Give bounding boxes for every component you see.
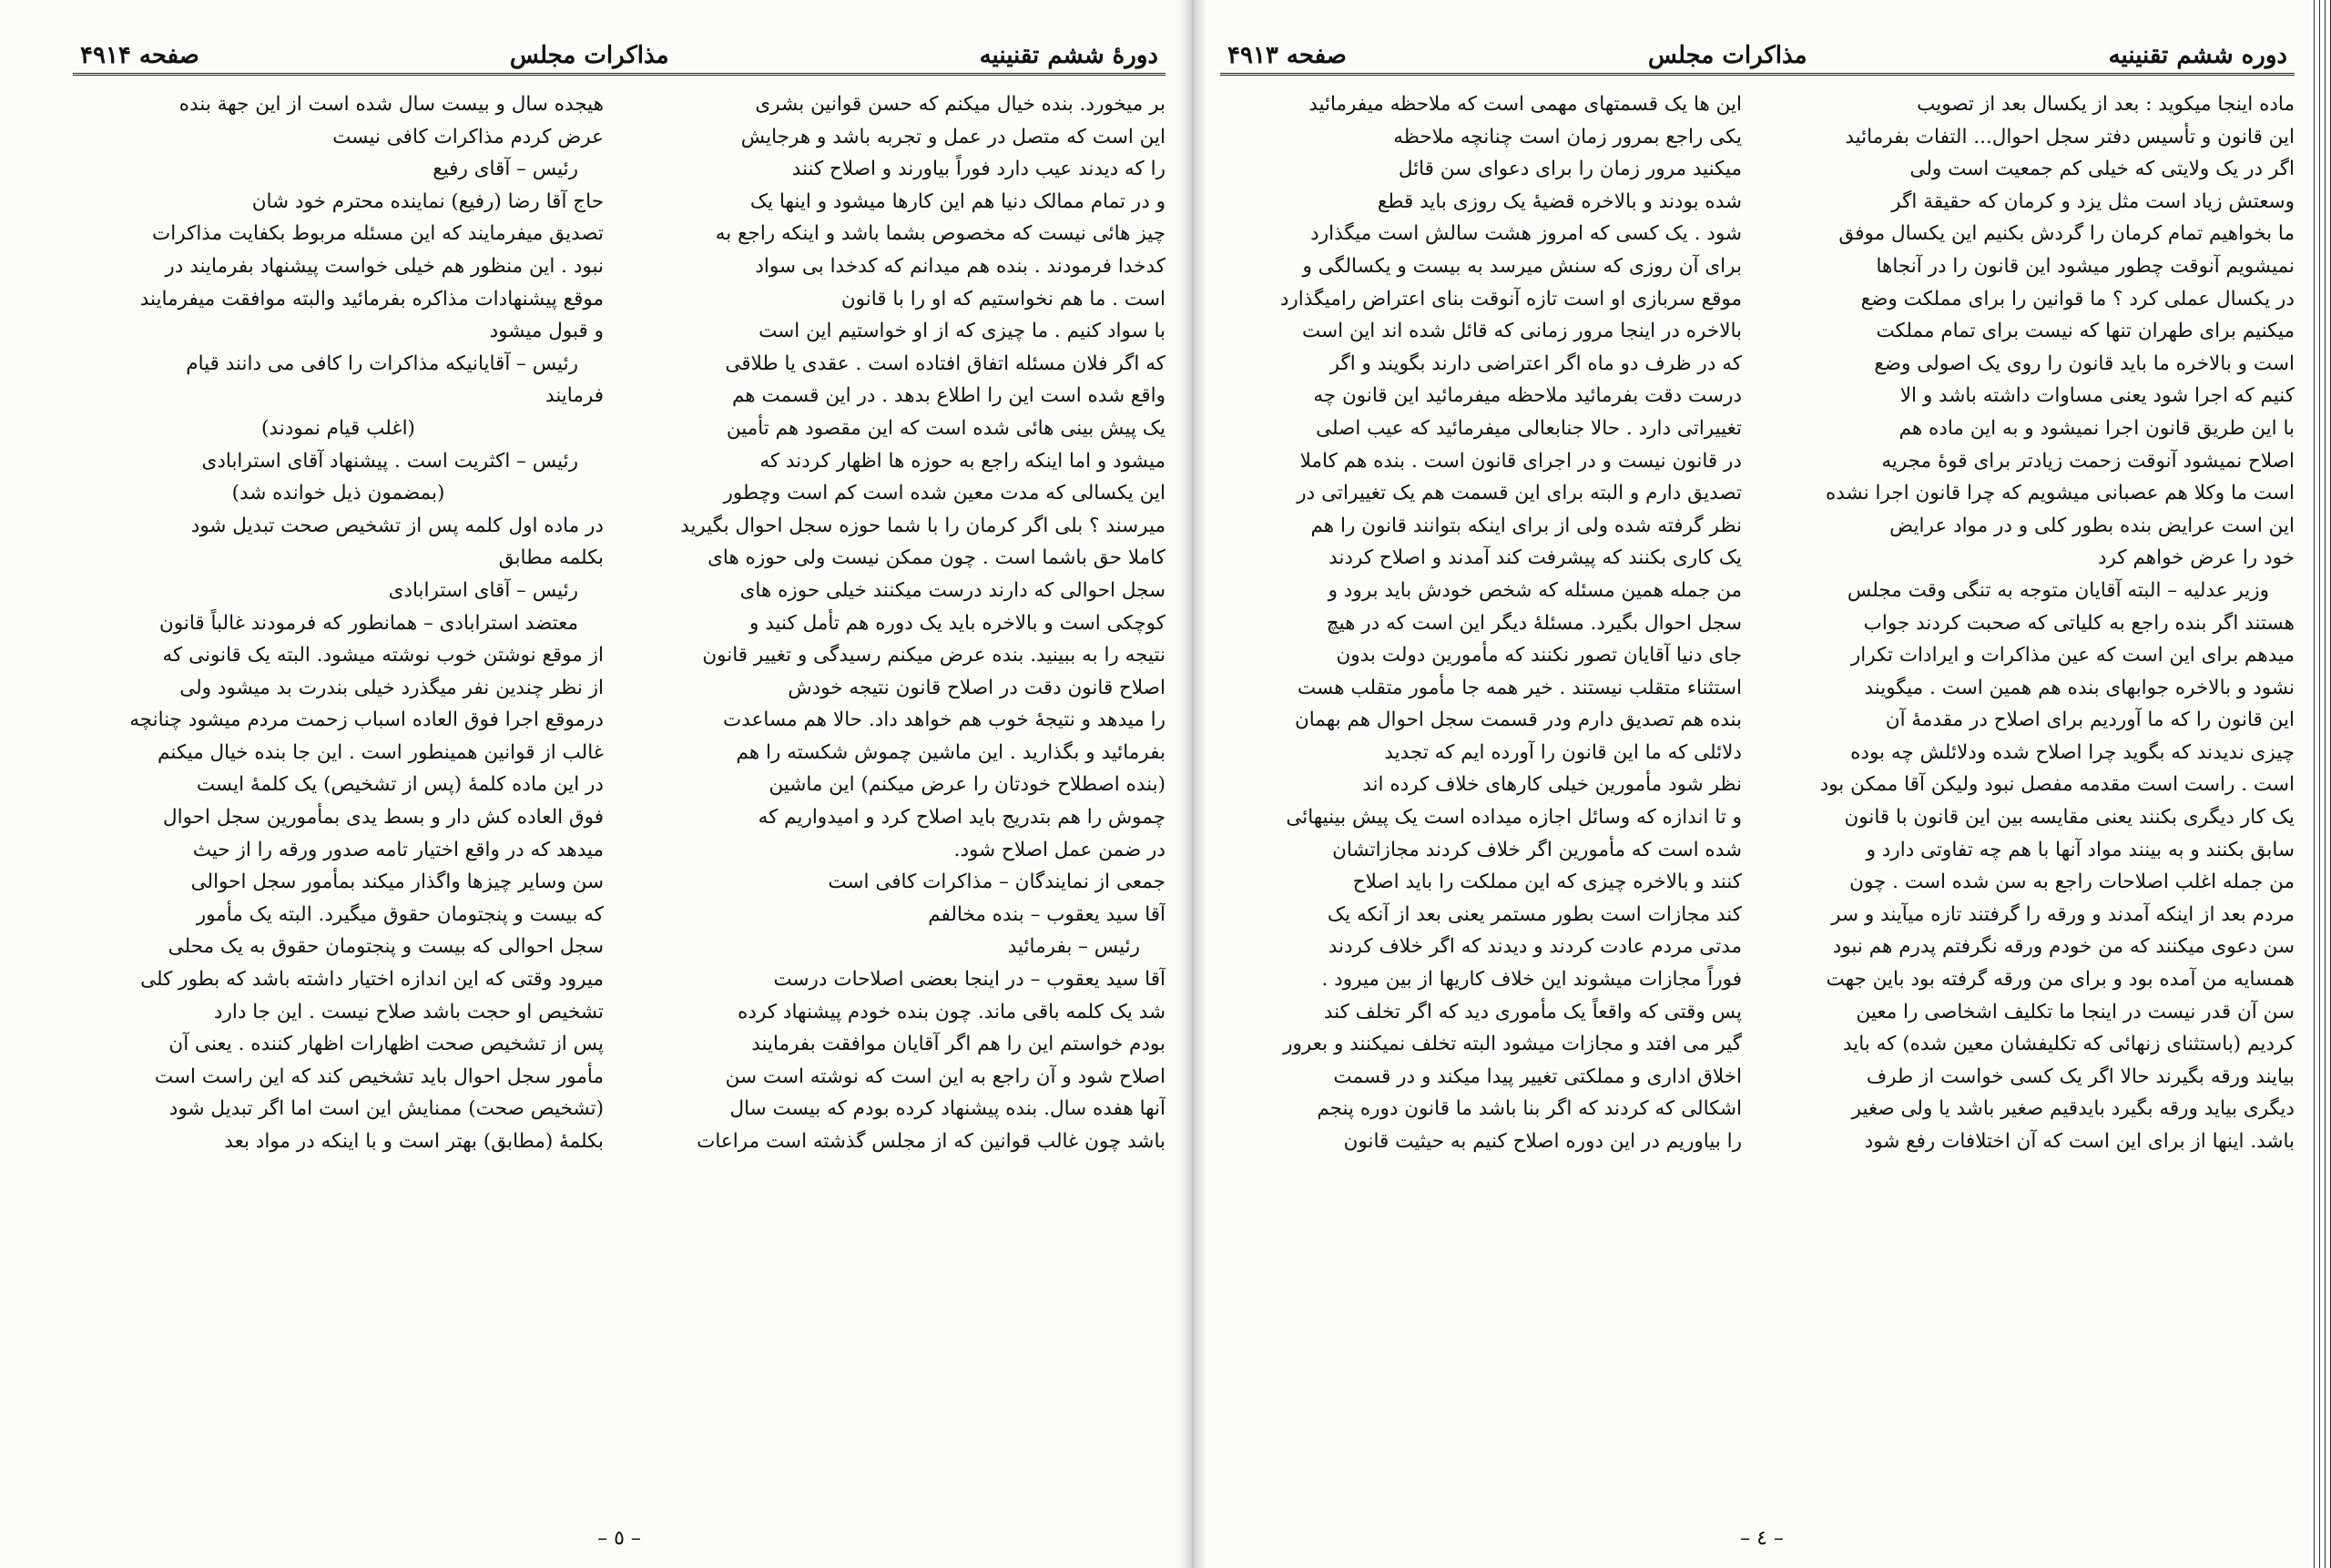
text-line: مدتی مردم عادت کردند و دیدند که اگر خلاف کردند xyxy=(1328,935,1742,959)
text-line: سجل احوالی که بیست و پنجتومان حقوق به یک محلی xyxy=(168,935,604,959)
text-line: بالاخره در اینجا مرور زمانی که قائل شده اند این است xyxy=(1302,320,1742,343)
text-line: میدهد که در واقع اختیار تامه صدور ورقه را از حیث xyxy=(192,838,604,861)
text-line: نتیجه را به ببینید. بنده عرض میکنم رسیدگی و تغییر قانون xyxy=(702,644,1166,667)
right-page-number: صفحه ۴۹۱۳ xyxy=(1227,42,1347,69)
text-line: سن آن قدر نیست در اینجا ما تکلیف اشخاصی را معین xyxy=(1856,1000,2295,1023)
text-line: نبود . این منظور هم خیلی خواست پیشنهاد بفرمایند در xyxy=(165,254,604,278)
left-page-footer: – ٥ – xyxy=(597,1527,641,1550)
text-line: دیگری بیاید ورقه بگیرد بایدقیم صغیر باشد یا ولی صغیر xyxy=(1851,1097,2295,1121)
text-line: این ها یک قسمتهای مهمی است که ملاحظه میفرمائید xyxy=(1308,93,1742,116)
text-line: اشکالی که کردند که اگر بنا باشد ما قانون دوره پنجم xyxy=(1317,1097,1742,1121)
text-line: (تشخیص صحت) ممنایش این است اما اگر تبدیل شود xyxy=(168,1097,604,1121)
text-line: سجل احوالی که دارند درست میکنند خیلی حوزه های xyxy=(739,578,1166,602)
left-page-left-column xyxy=(73,88,604,1509)
text-line: همسایه من آمده بود و برای من ورقه گرفته بود باین جهت xyxy=(1826,968,2295,992)
text-line: پس از تشخیص صحت اظهارات اظهار کننده . یعنی آن xyxy=(168,1033,604,1056)
text-line: سجل احوال بگیرد. مسئلۀ دیگر این است که در هیچ xyxy=(1326,611,1742,635)
text-line: از موقع نوشتن خوب نوشته میشود. البته یک قانونی که xyxy=(162,644,604,667)
text-line: هیجده سال و بیست سال شده است از این جهة بنده xyxy=(178,93,604,116)
text-line: میشود و اما اینکه راجع به حوزه ها اظهار کردند که xyxy=(759,449,1166,473)
text-line: نظر شود مأمورین خیلی کارهای خلاف کرده اند xyxy=(1362,773,1742,797)
text-line: که بیست و پنجتومان حقوق میگیرد. البته یک مأمور xyxy=(196,902,604,926)
text-line: و در تمام ممالک دنیا هم این کارها میشود و اینها یک xyxy=(749,189,1166,213)
text-line: در قانون نیست و در اجرای قانون است . بنده هم کاملا xyxy=(1299,449,1742,473)
text-line: مردم بعد از اینکه آمدند و ورقه را گرفتند تازه میآیند و سر xyxy=(1831,902,2295,926)
text-line: نظر گرفته شده ولی از برای اینکه بتوانند قانون را هم xyxy=(1310,514,1742,537)
text-line: بنده هم تصدیق دارم ودر قسمت سجل احوال هم بهمان xyxy=(1294,708,1742,732)
text-line: اخلاق اداری و مملکتی تغییر پیدا میکند و در قسمت xyxy=(1333,1064,1742,1088)
page-edge xyxy=(2311,0,2331,1568)
right-page-title: مذاکرات مجلس xyxy=(1647,42,1807,69)
text-line: کنیم که اجرا شود یعنی مساوات داشته باشد و الا xyxy=(1899,384,2295,408)
text-line: کدخدا فرمودند . بنده هم میدانم که کدخدا بی سواد xyxy=(755,254,1166,278)
text-line: وزیر عدلیه – البته آقایان متوجه به تنگی وقت مجلس xyxy=(1847,578,2269,602)
text-line: سابق بکنند و به بینند مواد آنها با هم چه تفاوتی دارد و xyxy=(1866,838,2295,861)
text-line: فرمایند xyxy=(545,384,604,408)
text-line: یک کاری بکنند که پیشرفت کند آمدند و اصلاح کردند xyxy=(1328,546,1742,570)
text-line: یک کار دیگری بکنند یعنی مقایسه بین این قانون با قانون xyxy=(1844,806,2295,830)
text-line: این قانون را که ما آوردیم برای اصلاح در مقدمۀ آن xyxy=(1885,708,2295,732)
left-page-title: مذاکرات مجلس xyxy=(509,42,669,69)
text-line: این است عرایض بنده بطور کلی و در مواد عرایض xyxy=(1889,514,2295,537)
text-line: من جمله اغلب اصلاحات راجع به سن شده است . چون xyxy=(1849,871,2295,894)
text-line: باشد. اینها از برای این است که آن اختلافات رفع شود xyxy=(1864,1130,2295,1153)
left-page-header xyxy=(73,27,1166,76)
text-line: فوق العاده کش دار و بسط یدی بمأمورین سجل احوال xyxy=(163,806,604,830)
text-line: را که دیدند عیب دارد فوراً بیاورند و اصلاح کنند xyxy=(791,158,1166,181)
right-page-footer: – ٤ – xyxy=(1740,1527,1784,1550)
text-line: سن وسایر چیزها واگذار میکند بمأمور سجل احوالی xyxy=(190,871,604,894)
text-line: گیر می افتد و مجازات میشود البته تخلف نمیکنند و بعرور xyxy=(1283,1033,1742,1056)
text-line: یک پیش بینی هائی شده است که این مقصود هم تأمین xyxy=(726,416,1166,440)
text-line: بودم خواستم این را هم اگر آقایان موافقت بفرمایند xyxy=(751,1033,1166,1056)
text-line: بر میخورد. بنده خیال میکنم که حسن قوانین بشری xyxy=(755,93,1166,116)
text-line: با سواد کنیم . ما چیزی که از او خواستیم این است xyxy=(758,320,1166,343)
left-page-right-column xyxy=(635,88,1166,1509)
text-line: در یکسال عملی کرد ؟ ما قوانین را برای مملکت وضع xyxy=(1860,287,2295,311)
text-line: ماده اینجا میکوید : بعد از یکسال بعد از تصویب xyxy=(1917,93,2295,116)
text-line: دلائلی که ما این قانون را آورده ایم که تجدید xyxy=(1384,740,1742,764)
text-line: چموش را هم بتدریج باید اصلاح کرد و امیدواریم که xyxy=(758,806,1166,830)
text-line: است ما وکلا هم عصبانی میشویم که چرا قانون اجرا نشده xyxy=(1825,482,2295,505)
right-page-header xyxy=(1220,27,2295,76)
text-line: تغییراتی دارد . حالا جنابعالی میفرمائید که عیب اصلی xyxy=(1316,416,1742,440)
text-line: از نظر چندین نفر میگذرد خیلی بندرت بد میشود ولی xyxy=(179,676,604,699)
text-line: ما بخواهیم تمام کرمان را گردش بکنیم این یکسال موفق xyxy=(1838,222,2295,246)
right-page-term: دوره ششم تقنینیه xyxy=(2108,42,2287,69)
text-line: آقا سید یعقوب – در اینجا بعضی اصلاحات درست xyxy=(773,968,1166,992)
text-line: میرود وقتی که این اندازه اختیار داشته باشد که بطور کلی xyxy=(140,968,604,992)
text-line: در ضمن عمل اصلاح شود. xyxy=(953,838,1166,861)
text-line: میدهم برای این است که عین مذاکرات و ایرادات تکرار xyxy=(1850,644,2295,667)
text-line: این قانون و تأسیس دفتر سجل احوال... التفات بفرمائید xyxy=(1845,125,2295,148)
text-line: اگر در یک ولایتی که خیلی کم جمعیت است ولی xyxy=(1909,158,2295,181)
text-line: مأمور سجل احوال باید تشخیص کند که این راست است xyxy=(154,1064,604,1088)
text-line: کند مجازات است بطور مستمر یعنی بعد از آنکه یک xyxy=(1327,902,1742,926)
text-line: کردیم (باستثنای زنهائی که تکلیفشان معین شده) که باید xyxy=(1842,1033,2295,1056)
text-line: است . ما هم نخواستیم که او را با قانون xyxy=(840,287,1166,311)
text-line: عرض کردم مذاکرات کافی نیست xyxy=(332,125,604,148)
text-line: نمیشویم آنوقت چطور میشود این قانون را در آنجاها xyxy=(1876,254,2295,278)
text-line: خود را عرض خواهم کرد xyxy=(2097,546,2295,570)
text-line: غالب از قوانین همینطور است . این جا بنده خیال میکنم xyxy=(158,740,604,764)
text-line: سن دعوی میکنند که من خودم ورقه نگرفتم پدرم هم نبود xyxy=(1832,935,2295,959)
reading-note: (بمضمون ذیل خوانده شد) xyxy=(231,482,445,505)
text-line: که اگر فلان مسئله اتفاق افتاده است . عقدی یا طلاقی xyxy=(725,351,1166,375)
text-line: بکلمۀ (مطابق) بهتر است و با اینکه در مواد بعد xyxy=(224,1130,604,1153)
text-line: آقا سید یعقوب – بنده مخالفم xyxy=(928,902,1166,926)
text-line: است . راست است مقدمه مفصل نبود ولیکن آقا ممکن بود xyxy=(1819,773,2295,797)
text-line: وسعتش زیاد است مثل یزد و کرمان که حقیقة اگر xyxy=(1891,189,2295,213)
text-line: شده است که مأمورین اگر خلاف کردند مجازاتشان xyxy=(1332,838,1742,861)
right-page-left-column xyxy=(1220,88,1742,1509)
text-line: فوراً مجازات میشوند این خلاف کاریها از بین میرود . xyxy=(1321,968,1742,992)
text-line: در این ماده کلمۀ (پس از تشخیص) یک کلمۀ ایست xyxy=(196,773,604,797)
text-line: میرسند ؟ بلی اگر کرمان را با شما حوزه سجل احوال بگیرید xyxy=(680,514,1166,537)
text-line: موقع سربازی او است تازه آنوقت بنای اعتراض رامیگذارد xyxy=(1279,287,1742,311)
vote-note: (اغلب قیام نمودند) xyxy=(261,416,415,440)
text-line: شود . یک کسی که امروز هشت سالش است میگذارد xyxy=(1310,222,1742,246)
text-line: چیزی ندیدند که بگوید چرا اصلاح شده ودلائلش چه بوده xyxy=(1850,740,2295,764)
text-line: را میدهد و نتیجۀ خوب هم خواهد داد. حالا هم مساعدت xyxy=(723,708,1166,732)
text-line: بکلمه مطابق xyxy=(498,546,604,570)
text-line: این است که متصل در عمل و تجربه باشد و هرجایش xyxy=(740,125,1166,148)
text-line: معتضد استرابادی – همانطور که فرمودند غالباً قانون xyxy=(158,611,578,635)
text-line: موقع پیشنهادات مذاکره بفرمائید والبته موافقت میفرمایند xyxy=(139,287,604,311)
text-line: پس وقتی که واقعاً یک مأموری دید که اگر تخلف کند xyxy=(1323,1000,1742,1023)
text-line: اصلاح قانون دقت در اصلاح قانون نتیجه خودش xyxy=(788,676,1166,699)
text-line: این یکسالی که مدت معین شده است کم است وچطور xyxy=(723,482,1166,505)
text-line: میکنیم برای طهران تنها که نیست برای تمام مملکت xyxy=(1876,320,2295,343)
text-line: میکنید مرور زمان را برای دعوای سن قائل xyxy=(1398,158,1742,181)
text-line: استثناء متقلب نیستند . خیر همه جا مأمور متقلب هست xyxy=(1297,676,1742,699)
text-line: شده بودند و بالاخره قضیۀ یک روزی باید قطع xyxy=(1377,189,1742,213)
text-line: و قبول میشود xyxy=(489,320,604,343)
text-line: رئیس – آقایانیکه مذاکرات را کافی می دانند قیام xyxy=(186,351,578,375)
right-page xyxy=(1193,0,2331,1568)
text-line: (بنده اصطلاح خودتان را عرض میکنم) این ماشین xyxy=(769,773,1166,797)
text-line: در ماده اول کلمه پس از تشخیص صحت تبدیل شود xyxy=(190,514,604,537)
right-page-columns xyxy=(1220,88,2295,1509)
text-line: که در ظرف دو ماه اگر اعتراضی دارند بگویند و اگر xyxy=(1329,351,1742,375)
text-line: باشد چون غالب قوانین که از مجلس گذشته است مراعات xyxy=(697,1130,1166,1153)
text-line: نشود و بالاخره جوابهای بنده هم همین است . میگویند xyxy=(1864,676,2295,699)
text-line: با این طریق قانون اجرا نمیشود و به این ماده هم xyxy=(1898,416,2295,440)
text-line: را بیاوریم در این دوره اصلاح کنیم به حیثیت قانون xyxy=(1343,1130,1742,1153)
text-line: اصلاح نمیشود آنوقت زحمت زیادتر برای قوۀ مجریه xyxy=(1881,449,2295,473)
text-line: تشخیص او حجت باشد صلاح نیست . این جا دارد xyxy=(213,1000,604,1023)
text-line: جای دنیا آقایان تصور نکنند که مأمورین دولت بدون xyxy=(1336,644,1742,667)
text-line: درموقع اجرا فوق العاده اسباب زحمت مردم میشود چنانچه xyxy=(129,708,604,732)
text-line: هستند اگر بنده راجع به کلیاتی که صحبت کردند جواب xyxy=(1863,611,2295,635)
text-line: واقع شده است این را اطلاع بدهد . در این قسمت هم xyxy=(732,384,1166,408)
left-page-term: دورۀ ششم تقنینیه xyxy=(979,42,1158,69)
text-line: است و بالاخره ما باید قانون را روی یک اصولی وضع xyxy=(1874,351,2295,375)
text-line: چیز هائی نیست که مخصوص بشما باشد و اینکه راجع به xyxy=(715,222,1166,246)
text-line: حاج آقا رضا (رفیع) نماینده محترم خود شان xyxy=(251,189,604,213)
text-line: بیایند ورقه بگیرند حالا اگر یک کسی خواست از طرف xyxy=(1866,1064,2295,1088)
text-line: رئیس – اکثریت است . پیشنهاد آقای استرابادی xyxy=(201,449,578,473)
text-line: بفرمائید و بگذارید . این ماشین چموش شکسته را هم xyxy=(736,740,1166,764)
text-line: یکی راجع بمرور زمان است چنانچه ملاحظه xyxy=(1393,125,1742,148)
text-line: رئیس – آقای رفیع xyxy=(433,158,578,181)
text-line: اصلاح شود و آن راجع به این است که نوشته است سن xyxy=(725,1064,1166,1088)
text-line: تصدیق دارم و البته برای این قسمت هم یک تغییراتی در xyxy=(1297,482,1742,505)
right-page-right-column xyxy=(1773,88,2295,1509)
text-line: آنها هفده سال. بنده پیشنهاد کرده بودم که بیست سال xyxy=(729,1097,1166,1121)
text-line: و تا اندازه که وسائل اجازه میداده است یک پیش بینیهائی xyxy=(1286,806,1742,830)
text-line: کاملا حق باشما است . چون ممکن نیست ولی حوزه های xyxy=(707,546,1166,570)
text-line: کنند و بالاخره چیزی که این مملکت را باید اصلاح xyxy=(1352,871,1742,894)
text-line: تصدیق میفرمایند که این مسئله مربوط بکفایت مذاکرات xyxy=(152,222,604,246)
text-line: رئیس – بفرمائید xyxy=(1007,935,1140,959)
text-line: شد یک کلمه باقی ماند. چون بنده خودم پیشنهاد کرده xyxy=(738,1000,1166,1023)
text-line: درست دقت بفرمائید ملاحظه میفرمائید این قانون چه xyxy=(1313,384,1742,408)
text-line: رئیس – آقای استرابادی xyxy=(388,578,578,602)
text-line: جمعی از نمایندگان – مذاکرات کافی است xyxy=(828,871,1166,894)
text-line: برای آن روزی که سنش میرسد به بیست و یکسالگی و xyxy=(1302,254,1742,278)
text-line: من جمله همین مسئله که شخص خودش باید برود و xyxy=(1328,578,1742,602)
text-line: کوچکی است و بالاخره باید یک دوره هم تأمل کنید و xyxy=(749,611,1166,635)
left-page-columns xyxy=(73,88,1166,1509)
left-page-number: صفحه ۴۹۱۴ xyxy=(80,42,199,69)
